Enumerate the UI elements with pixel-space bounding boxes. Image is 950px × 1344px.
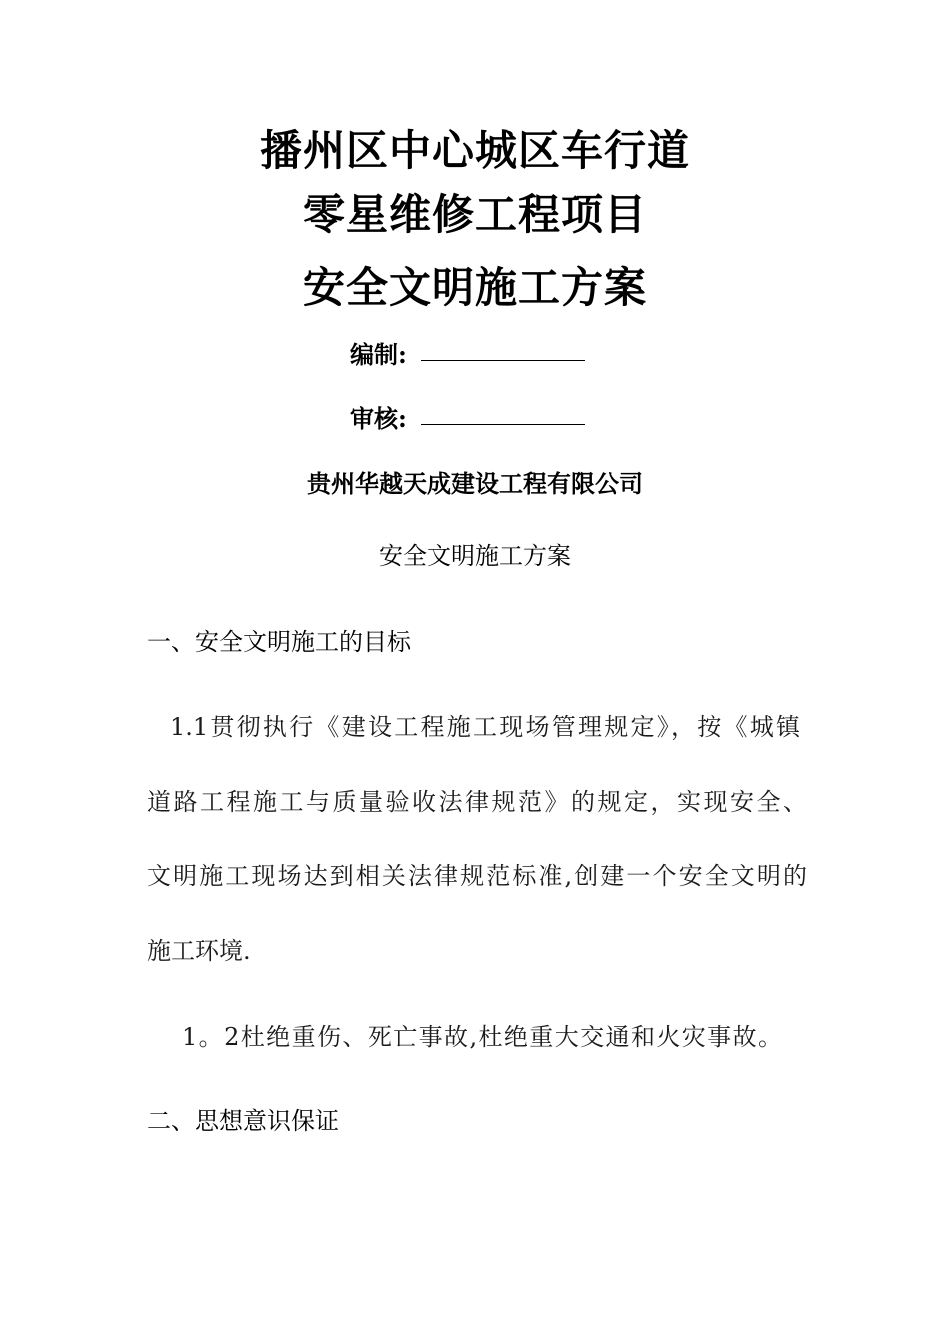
compiler-label: 编制: [350, 340, 407, 369]
reviewer-blank-line [421, 402, 585, 425]
reviewer-label: 审核: [350, 404, 407, 433]
paragraph-1-line-4: 施工环境. [147, 937, 251, 965]
compiler-row [350, 338, 585, 372]
compiler-blank-line [421, 338, 585, 361]
title-line-2: 零星维修工程项目 [302, 190, 647, 239]
company-name: 贵州华越天成建设工程有限公司 [307, 469, 643, 498]
title-line-3: 安全文明施工方案 [302, 263, 647, 312]
section-subtitle: 安全文明施工方案 [379, 542, 571, 570]
title-line-1: 播州区中心城区车行道 [259, 126, 690, 175]
section-2-heading: 二、思想意识保证 [147, 1107, 339, 1135]
paragraph-2: 1。2杜绝重伤、死亡事故,杜绝重大交通和火灾事故。 [182, 1023, 782, 1051]
paragraph-1-line-3: 文明施工现场达到相关法律规范标准,创建一个安全文明的 [147, 862, 807, 890]
reviewer-row [350, 402, 585, 436]
paragraph-1-line-2: 道路工程施工与质量验收法律规范》的规定，实现安全、 [147, 788, 807, 816]
section-1-heading: 一、安全文明施工的目标 [147, 628, 411, 656]
paragraph-1-line-1: 1.1贯彻执行《建设工程施工现场管理规定》，按《城镇 [170, 713, 800, 741]
